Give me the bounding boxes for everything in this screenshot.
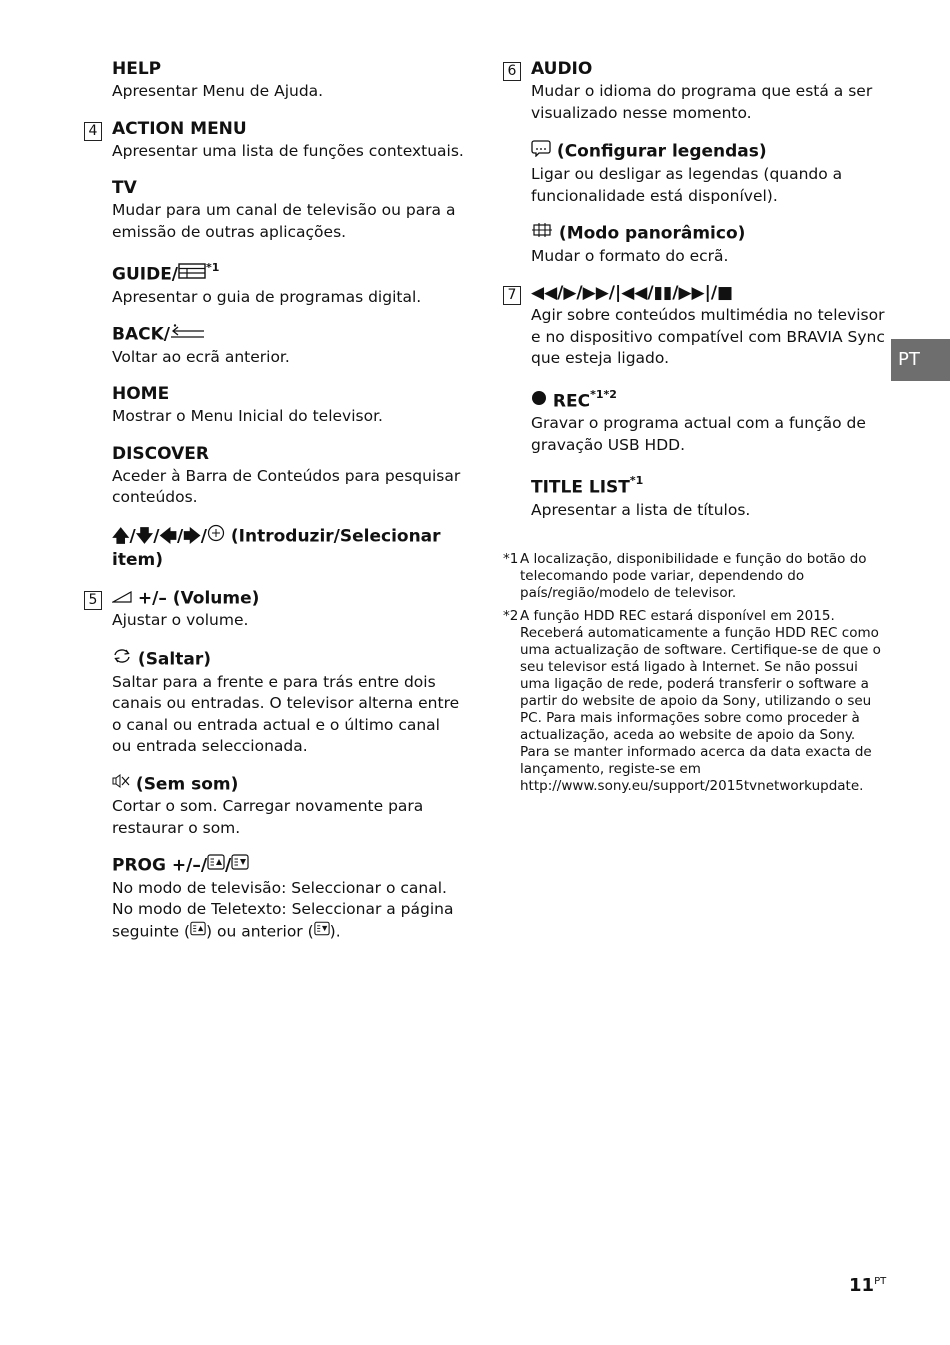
- subtitles-entry: [531, 139, 888, 207]
- tv-entry: [112, 177, 464, 243]
- volume-entry: [112, 587, 464, 632]
- section-5: [84, 587, 464, 943]
- arrow-up-icon: 🡅: [112, 526, 130, 547]
- home-desc: Mostrar o Menu Inicial do televisor.: [112, 407, 383, 426]
- jump-heading: [112, 647, 464, 672]
- page-number-value: 11: [849, 1275, 875, 1296]
- prog-desc-part-b: ) ou anterior (: [206, 921, 314, 940]
- jump-icon: [112, 647, 132, 672]
- prog-entry: [112, 854, 464, 942]
- discover-title: DISCOVER: [112, 443, 210, 464]
- help-desc: Apresentar Menu de Ajuda.: [112, 82, 324, 100]
- guide-entry: [112, 258, 464, 308]
- mute-icon: [112, 773, 130, 796]
- home-entry: [112, 383, 464, 428]
- prog-title: PROG +/–/: [112, 855, 208, 876]
- media-controls-title: ◀◀/▶/▶▶/|◀◀/▮▮/▶▶|/■: [531, 283, 734, 303]
- section-7: [503, 282, 888, 521]
- volume-heading: [112, 587, 464, 611]
- guide-icon: [178, 263, 206, 286]
- title-list-title: TITLE LIST: [531, 477, 630, 498]
- prog-desc-part-a: No modo de Teletexto: Seleccionar a página seguinte (: [112, 900, 454, 940]
- wide-entry: [531, 222, 888, 267]
- enter-icon: [207, 524, 225, 549]
- page-number: [849, 1275, 886, 1296]
- page-number-suffix: PT: [874, 1276, 887, 1287]
- audio-desc: Mudar o idioma do programa que está a ser visualizado nesse momento.: [531, 82, 873, 122]
- media-controls-desc: Agir sobre conteúdos multimédia no televisor e no dispositivo compatível com BRAVIA Sync que esteja ligado.: [531, 306, 885, 367]
- page-up-icon: [207, 854, 225, 877]
- footnote-mark: *2: [503, 608, 519, 625]
- wide-heading: [531, 222, 888, 246]
- mute-desc: Cortar o som. Carregar novamente para restaurar o som.: [112, 797, 424, 837]
- guide-footnote-ref: *1: [206, 261, 220, 274]
- audio-entry: [531, 58, 888, 124]
- back-icon: [170, 323, 206, 346]
- prog-desc-part-c: ).: [329, 921, 341, 940]
- guide-heading: [112, 258, 464, 287]
- section-number-7: 7: [503, 286, 521, 305]
- mute-entry: [112, 773, 464, 840]
- discover-entry: [112, 443, 464, 509]
- volume-title: +/– (Volume): [137, 588, 260, 609]
- title-list-entry: [531, 471, 888, 521]
- page-down-icon: [314, 921, 330, 943]
- wide-desc: Mudar o formato do ecrã.: [531, 246, 729, 265]
- section-number-5: 5: [84, 591, 102, 610]
- footnote-mark: *1: [503, 551, 519, 568]
- prog-desc-line2: [112, 899, 464, 942]
- volume-desc: Ajustar o volume.: [112, 611, 249, 630]
- help-title: HELP: [112, 59, 162, 79]
- jump-desc: Saltar para a frente e para trás entre dois canais ou entradas. O televisor alterna entre o canal ou entrada actual e o último canal ou entrada seleccionada.: [112, 672, 460, 756]
- subtitles-desc: Ligar ou desligar as legendas (quando a funcionalidade está disponível).: [531, 165, 843, 205]
- mute-heading: [112, 773, 464, 797]
- footnote: [503, 551, 888, 602]
- back-title: BACK/: [112, 324, 170, 345]
- arrow-left-icon: 🡄: [159, 526, 177, 547]
- back-desc: Voltar ao ecrã anterior.: [112, 347, 290, 366]
- footnote-text: A função HDD REC estará disponível em 2015. Receberá automaticamente a função HDD REC como uma actualização de software. Certifique-se de que o seu televisor está ligado à Internet. Se não possui uma ligação de rede, poderá transferir o software a partir do website de apoio da Sony, utilizando o seu PC. Para mais informações sobre como proceder à actualização, aceda ao website de apoio da Sony. Para se manter informado acerca da data exacta de lançamento, registe-se em http://www.sony.eu/support/2015tvnetworkupdate.: [520, 608, 881, 795]
- footnotes: [503, 551, 888, 795]
- prog-heading: PROG +/–/ /: [112, 854, 464, 878]
- mute-title: (Sem som): [135, 774, 239, 795]
- language-tab: PT: [891, 339, 950, 381]
- tv-title: TV: [112, 178, 137, 198]
- subtitles-heading: [531, 139, 888, 164]
- arrow-right-icon: 🡆: [183, 526, 201, 547]
- guide-title: GUIDE/: [112, 264, 179, 285]
- arrow-down-icon: 🡇: [135, 526, 154, 547]
- action-menu-entry: [112, 118, 464, 163]
- subtitles-title: (Configurar legendas): [556, 141, 767, 162]
- navigation-title: (Introduzir/Selecionar item): [112, 526, 441, 570]
- tv-desc: Mudar para um canal de televisão ou para a emissão de outras aplicações.: [112, 201, 456, 241]
- guide-desc: Apresentar o guia de programas digital.: [112, 287, 422, 306]
- rec-heading: [531, 385, 888, 414]
- back-heading: [112, 323, 464, 347]
- jump-title: (Saltar): [137, 649, 211, 670]
- action-menu-title: ACTION MENU: [112, 118, 247, 139]
- left-column: [84, 58, 464, 957]
- wide-title: (Modo panorâmico): [558, 223, 746, 244]
- volume-icon: [112, 587, 132, 610]
- jump-entry: [112, 647, 464, 758]
- rec-title: REC: [552, 391, 591, 412]
- rec-desc: Gravar o programa actual com a função de gravação USB HDD.: [531, 414, 866, 454]
- action-menu-desc: Apresentar uma lista de funções contextuais.: [112, 141, 464, 160]
- section-6: [503, 58, 888, 267]
- title-list-heading: [531, 471, 888, 500]
- wide-icon: [531, 222, 553, 245]
- right-column: [503, 58, 888, 801]
- prog-desc-line1: No modo de televisão: Seleccionar o canal.: [112, 878, 447, 897]
- section-4: [84, 118, 464, 572]
- back-entry: [112, 323, 464, 368]
- home-title: HOME: [112, 384, 170, 405]
- audio-title: AUDIO: [531, 59, 593, 79]
- rec-entry: [531, 385, 888, 457]
- title-list-desc: Apresentar a lista de títulos.: [531, 500, 751, 519]
- footnote-text: A localização, disponibilidade e função do botão do telecomando pode variar, dependendo do país/região/modelo de televisor.: [520, 551, 867, 602]
- media-entry: [531, 282, 888, 370]
- footnote: [503, 608, 888, 795]
- record-dot-icon: [531, 390, 547, 413]
- navigation-heading: 🡅/🡇/🡄/🡆/ (Introduzir/Selecionar item): [112, 524, 464, 572]
- navigation-entry: [112, 524, 464, 572]
- section-number-4: 4: [84, 122, 102, 141]
- title-list-footnote-ref: *1: [629, 474, 644, 488]
- page-up-icon: [190, 921, 206, 943]
- discover-desc: Aceder à Barra de Conteúdos para pesquisar conteúdos.: [112, 466, 461, 507]
- help-entry: [84, 58, 464, 103]
- rec-footnote-ref: *1*2: [590, 387, 617, 401]
- section-number-6: 6: [503, 62, 521, 81]
- page-down-icon: [231, 854, 249, 877]
- subtitle-icon: [531, 139, 551, 164]
